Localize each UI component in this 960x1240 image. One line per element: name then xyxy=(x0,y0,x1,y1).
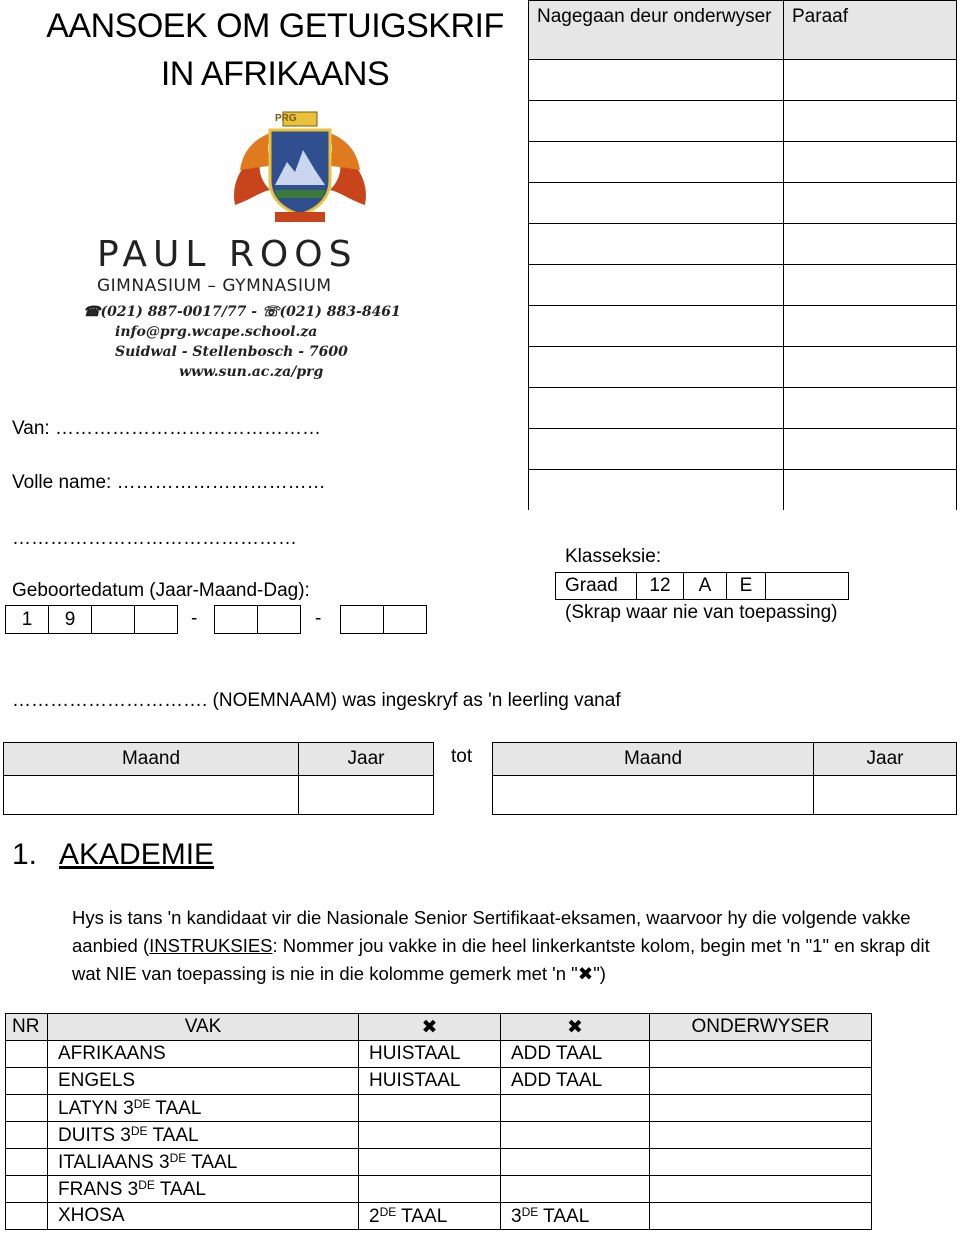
teacher-check-row xyxy=(529,60,957,101)
strike-column-2-icon: ✖ xyxy=(501,1014,650,1041)
month-digit-1[interactable] xyxy=(215,606,257,633)
teacher-header: ONDERWYSER xyxy=(650,1014,872,1041)
para-instructions: INSTRUKSIES xyxy=(149,935,273,956)
class-section-note: (Skrap waar nie van toepassing) xyxy=(565,602,838,623)
strike-column-1-icon: ✖ xyxy=(359,1014,501,1041)
subject-number-cell[interactable] xyxy=(6,1122,48,1149)
teacher-check-row xyxy=(529,429,957,470)
teacher-check-row xyxy=(529,388,957,429)
from-year-header: Jaar xyxy=(299,743,434,776)
surname-field[interactable]: Van: …………………………………… xyxy=(12,418,321,439)
to-year-cell[interactable] xyxy=(814,776,957,815)
checked-by-cell[interactable] xyxy=(529,429,784,470)
subject-name-cell: LATYN 3DE TAAL xyxy=(48,1095,359,1122)
day-digit-1[interactable] xyxy=(341,606,383,633)
teacher-check-row xyxy=(529,470,957,511)
year-digit-1[interactable]: 1 xyxy=(21,609,33,630)
subject-number-cell[interactable] xyxy=(6,1041,48,1068)
subject-name-cell: AFRIKAANS xyxy=(48,1041,359,1068)
nickname-enrolment-line[interactable]: …………………………. (NOEMNAAM) was ingeskryf as 'n leerling vanaf xyxy=(12,690,621,711)
para-part-1: Hys is tans 'n kandidaat vir die Nasionale Senior Sertifikaat-eksamen, waarvoor hy die volgende vakke aanbied ( xyxy=(72,907,911,956)
subject-name-cell: XHOSA xyxy=(48,1203,359,1230)
teacher-check-table xyxy=(528,0,957,510)
school-email: info@prg.wcape.school.za xyxy=(115,324,318,340)
school-subtitle: GIMNASIUM – GYMNASIUM xyxy=(97,276,332,296)
teacher-check-row xyxy=(529,265,957,306)
checked-by-cell[interactable] xyxy=(529,60,784,101)
year-digit-2[interactable]: 9 xyxy=(48,606,91,633)
to-month-cell[interactable] xyxy=(493,776,814,815)
to-year-header: Jaar xyxy=(814,743,957,776)
section-number: 1. xyxy=(12,838,38,871)
subject-level-cell-2[interactable]: ADD TAAL xyxy=(501,1068,650,1095)
subject-name-cell: FRANS 3DE TAAL xyxy=(48,1176,359,1203)
teacher-check-cell[interactable] xyxy=(650,1041,872,1068)
checked-by-cell[interactable] xyxy=(529,101,784,142)
from-month-header: Maand xyxy=(4,743,299,776)
table-row xyxy=(6,1041,872,1068)
class-a-cell[interactable]: A xyxy=(684,573,727,600)
subject-level-cell-2[interactable]: ADD TAAL xyxy=(501,1041,650,1068)
year-digit-4[interactable] xyxy=(134,606,177,633)
subject-number-cell[interactable] xyxy=(6,1176,48,1203)
table-row xyxy=(6,1068,872,1095)
subject-level-cell-1[interactable] xyxy=(359,1176,501,1203)
section-title: AKADEMIE xyxy=(59,838,215,871)
teacher-check-row xyxy=(529,224,957,265)
full-names-field[interactable]: Volle name: …………………………… xyxy=(12,472,326,493)
instructions-paragraph xyxy=(72,904,952,988)
initial-cell[interactable] xyxy=(784,101,957,142)
subject-level-cell-1[interactable] xyxy=(359,1095,501,1122)
checked-by-cell[interactable] xyxy=(529,183,784,224)
subject-level-cell-2[interactable] xyxy=(501,1176,650,1203)
subject-number-cell[interactable] xyxy=(6,1149,48,1176)
subjects-table xyxy=(5,1013,872,1230)
subject-level-cell-1[interactable] xyxy=(359,1149,501,1176)
grade-value-cell[interactable]: 12 xyxy=(637,573,684,600)
class-blank-cell[interactable] xyxy=(766,573,849,600)
subject-number-cell[interactable] xyxy=(6,1095,48,1122)
month-digit-2[interactable] xyxy=(257,606,300,633)
subject-level-cell-2[interactable] xyxy=(501,1122,650,1149)
checked-by-cell[interactable] xyxy=(529,470,784,511)
subject-header: VAK xyxy=(48,1014,359,1041)
teacher-check-row xyxy=(529,306,957,347)
subject-level-cell-2[interactable]: 3DE TAAL xyxy=(501,1203,650,1230)
grade-label-cell: Graad xyxy=(556,573,637,600)
date-dash-1: - xyxy=(191,608,198,629)
subject-level-cell-2[interactable] xyxy=(501,1149,650,1176)
section-heading xyxy=(12,838,214,872)
period-from-table xyxy=(3,742,434,815)
subject-level-cell-1[interactable]: 2DE TAAL xyxy=(359,1203,501,1230)
class-e-cell[interactable]: E xyxy=(727,573,766,600)
birth-month-boxes xyxy=(214,605,301,634)
checked-by-cell[interactable] xyxy=(529,142,784,183)
subjects-header-row xyxy=(6,1014,872,1041)
initial-cell[interactable] xyxy=(784,470,957,511)
full-names-continued[interactable]: ……………………………………… xyxy=(12,528,297,549)
table-row xyxy=(6,1176,872,1203)
school-logo xyxy=(75,110,405,385)
initial-cell[interactable] xyxy=(784,142,957,183)
initial-cell[interactable] xyxy=(784,183,957,224)
school-name: PAUL ROOS xyxy=(97,234,358,275)
class-section-table xyxy=(555,572,849,600)
checked-by-cell[interactable] xyxy=(529,224,784,265)
title-line-2: IN AFRIKAANS xyxy=(160,55,390,93)
teacher-check-row xyxy=(529,183,957,224)
table-row xyxy=(6,1122,872,1149)
school-crest-icon xyxy=(225,110,375,228)
school-phone: ☎(021) 887-0017/77 - ☏(021) 883-8461 xyxy=(83,304,401,320)
checked-by-cell[interactable] xyxy=(529,388,784,429)
subject-level-cell-2[interactable] xyxy=(501,1095,650,1122)
title-line-1: AANSOEK OM GETUIGSKRIF xyxy=(46,7,504,45)
teacher-check-row xyxy=(529,347,957,388)
subject-name-cell: ENGELS xyxy=(48,1068,359,1095)
teacher-check-cell[interactable] xyxy=(650,1149,872,1176)
birth-day-boxes xyxy=(340,605,427,634)
period-to-table xyxy=(492,742,957,815)
subject-level-cell-1[interactable]: HUISTAAL xyxy=(359,1041,501,1068)
to-month-header: Maand xyxy=(493,743,814,776)
nr-header: NR xyxy=(6,1014,48,1041)
para-part-2: : Nommer jou vakke in die heel linkerkantste kolom, begin met 'n "1" en skrap dit wat NIE van toepassing is nie in die kolomme gemerk met 'n "✖") xyxy=(72,935,930,984)
subject-number-cell[interactable] xyxy=(6,1068,48,1095)
table-row xyxy=(6,1203,872,1230)
teacher-check-row xyxy=(529,142,957,183)
teacher-check-cell[interactable] xyxy=(650,1122,872,1149)
teacher-check-cell[interactable] xyxy=(650,1068,872,1095)
day-digit-2[interactable] xyxy=(383,606,426,633)
subject-name-cell: DUITS 3DE TAAL xyxy=(48,1122,359,1149)
checked-by-cell[interactable] xyxy=(529,347,784,388)
class-section-label: Klasseksie: xyxy=(565,546,662,567)
subject-number-cell[interactable] xyxy=(6,1203,48,1230)
teacher-check-cell[interactable] xyxy=(650,1095,872,1122)
from-month-cell[interactable] xyxy=(4,776,299,815)
subject-name-cell: ITALIAANS 3DE TAAL xyxy=(48,1149,359,1176)
year-digit-3[interactable] xyxy=(91,606,134,633)
from-year-cell[interactable] xyxy=(299,776,434,815)
teacher-check-cell[interactable] xyxy=(650,1176,872,1203)
initial-header: Paraaf xyxy=(784,1,957,60)
school-web: www.sun.ac.za/prg xyxy=(179,364,324,380)
initial-cell[interactable] xyxy=(784,60,957,101)
subject-level-cell-1[interactable]: HUISTAAL xyxy=(359,1068,501,1095)
birth-date-label: Geboortedatum (Jaar-Maand-Dag): xyxy=(12,580,310,601)
table-row xyxy=(6,1095,872,1122)
school-address: Suidwal - Stellenbosch - 7600 xyxy=(115,344,348,360)
initial-cell[interactable] xyxy=(784,388,957,429)
date-dash-2: - xyxy=(315,608,322,629)
subject-level-cell-1[interactable] xyxy=(359,1122,501,1149)
birth-year-boxes xyxy=(5,605,178,634)
initial-cell[interactable] xyxy=(784,265,957,306)
initial-cell[interactable] xyxy=(784,429,957,470)
initial-cell[interactable] xyxy=(784,306,957,347)
initial-cell[interactable] xyxy=(784,347,957,388)
checked-by-cell[interactable] xyxy=(529,306,784,347)
teacher-check-row xyxy=(529,101,957,142)
form-title xyxy=(30,2,520,98)
crest-text: PRG xyxy=(275,113,297,124)
crest-motto: SEMPER SPLENDIDIOR xyxy=(202,213,259,219)
checked-by-teacher-header: Nagegaan deur onderwyser xyxy=(529,1,784,60)
period-to-label: tot xyxy=(451,746,473,767)
initial-cell[interactable] xyxy=(784,224,957,265)
table-row xyxy=(6,1149,872,1176)
checked-by-cell[interactable] xyxy=(529,265,784,306)
teacher-check-cell[interactable] xyxy=(650,1203,872,1230)
